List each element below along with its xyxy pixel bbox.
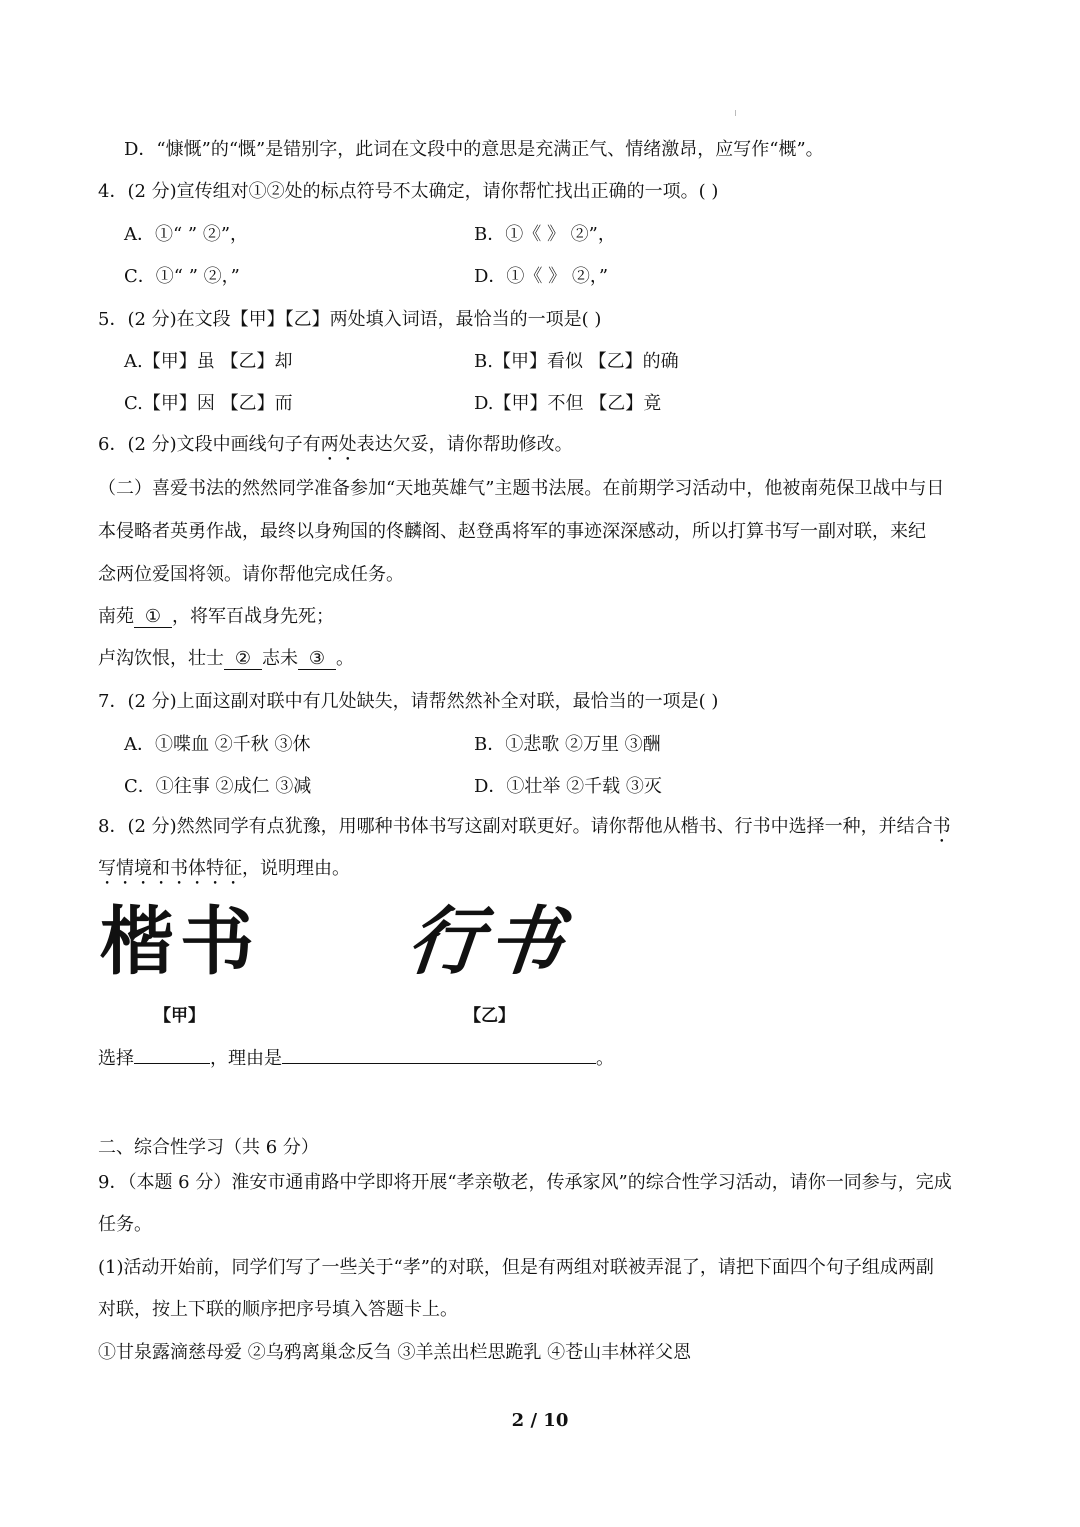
q9-line2: 任务。 [98,1214,152,1235]
couplet-line1-post: ，将军百战身先死； [172,606,334,627]
q8-answer-post: 。 [596,1048,614,1069]
q5-stem: 5．(2 分)在文段【甲】【乙】两处填入词语，最恰当的一项是( ) [98,309,602,330]
xingshu-calligraphy-image: 行书 [403,899,573,985]
q6-emphasis: 两处 [320,434,357,455]
couplet-line1 [98,605,334,629]
couplet-line2-mid: 志未 [262,648,298,669]
q6-text-post: 表达欠妥，请你帮助修改。 [356,434,573,455]
q4-option-c: C．①“ ” ②，” [124,266,240,287]
q4-option-a: A．①“ ” ②”， [124,224,249,245]
q4-option-b: B．①《 》 ②”， [474,224,616,245]
q8-answer-line [98,1043,614,1071]
q8-stem-line2 [98,857,350,889]
q8-emphasis-2: 写情境和书体特征 [98,858,242,879]
part2-heading: 二、综合性学习（共 6 分） [98,1137,319,1158]
q9-sub1-line1: (1)活动开始前，同学们写了一些关于“孝”的对联，但是有两组对联被弄混了，请把下面四个句子组成两副 [98,1257,934,1278]
q9-line1: 9．（本题 6 分）淮安市通甫路中学即将开展“孝亲敬老，传承家风”的综合性学习活动，请你一同参与，完成 [98,1172,952,1193]
image-caption-yi: 【乙】 [464,1006,515,1026]
q8-emphasis-1: 书 [932,816,951,837]
q8-answer-mid: ，理由是 [210,1048,282,1069]
q6-text-pre: 6．(2 分)文段中画线句子有 [98,434,321,455]
blank-3[interactable]: ③ [298,649,336,670]
choice-blank[interactable] [134,1043,210,1064]
q5-option-a: A.【甲】虽 【乙】却 [124,351,293,372]
q7-option-d: D．①壮举 ②千载 ③灭 [474,776,662,797]
section2-para-line3: 念两位爱国将领。请你帮他完成任务。 [98,564,404,585]
scan-mark [735,110,736,116]
q7-option-c: C．①往事 ②成仁 ③减 [124,776,312,797]
q5-option-b: B.【甲】看似 【乙】的确 [474,351,679,372]
couplet-line1-pre: 南苑 [98,606,134,627]
q5-option-c: C.【甲】因 【乙】而 [124,393,293,414]
blank-2[interactable]: ② [224,649,262,670]
page-number: 2 / 10 [511,1410,569,1431]
q7-stem: 7．(2 分)上面这副对联中有几处缺失，请帮然然补全对联，最恰当的一项是( ) [98,691,719,712]
q3-option-d: D．“慷慨”的“慨”是错别字，此词在文段中的意思是充满正气、情绪激昂，应写作“概”。 [124,139,824,160]
couplet-line2 [98,647,354,671]
couplet-line2-pre: 卢沟饮恨，壮士 [98,648,224,669]
couplet-line2-post: 。 [336,648,354,669]
q9-sub1-line2: 对联，按上下联的顺序把序号填入答题卡上。 [98,1299,458,1320]
q4-stem: 4．(2 分)宣传组对①②处的标点符号不太确定，请你帮忙找出正确的一项。( ) [98,181,719,202]
q8-answer-pre: 选择 [98,1048,134,1069]
q8-text-pre: 8．(2 分)然然同学有点犹豫，用哪种书体书写这副对联更好。请你帮他从楷书、行书中选择一种，并结合 [98,816,933,837]
reason-blank[interactable] [282,1043,596,1064]
q5-option-d: D.【甲】不但 【乙】竟 [474,393,662,414]
q8-text-post: ，说明理由。 [242,858,350,879]
image-caption-jia: 【甲】 [154,1006,205,1026]
q8-stem-line1 [98,815,951,847]
q6-stem [98,433,573,465]
q4-option-d: D．①《 》 ②，” [474,266,609,287]
kaishu-calligraphy-image: 楷书 [100,899,260,985]
section2-para-line1: （二）喜爱书法的然然同学准备参加“天地英雄气”主题书法展。在前期学习活动中，他被南苑保卫战中与日 [98,478,945,499]
section2-para-line2: 本侵略者英勇作战，最终以身殉国的佟麟阁、赵登禹将军的事迹深深感动，所以打算书写一副对联，来纪 [98,521,926,542]
blank-1[interactable]: ① [134,607,172,628]
q7-option-b: B．①悲歌 ②万里 ③酬 [474,734,661,755]
q7-option-a: A．①喋血 ②千秋 ③休 [124,734,311,755]
q9-items: ①甘泉露滴慈母爱 ②乌鸦离巢念反刍 ③羊羔出栏思跪乳 ④苍山丰林祥父恩 [98,1342,692,1363]
